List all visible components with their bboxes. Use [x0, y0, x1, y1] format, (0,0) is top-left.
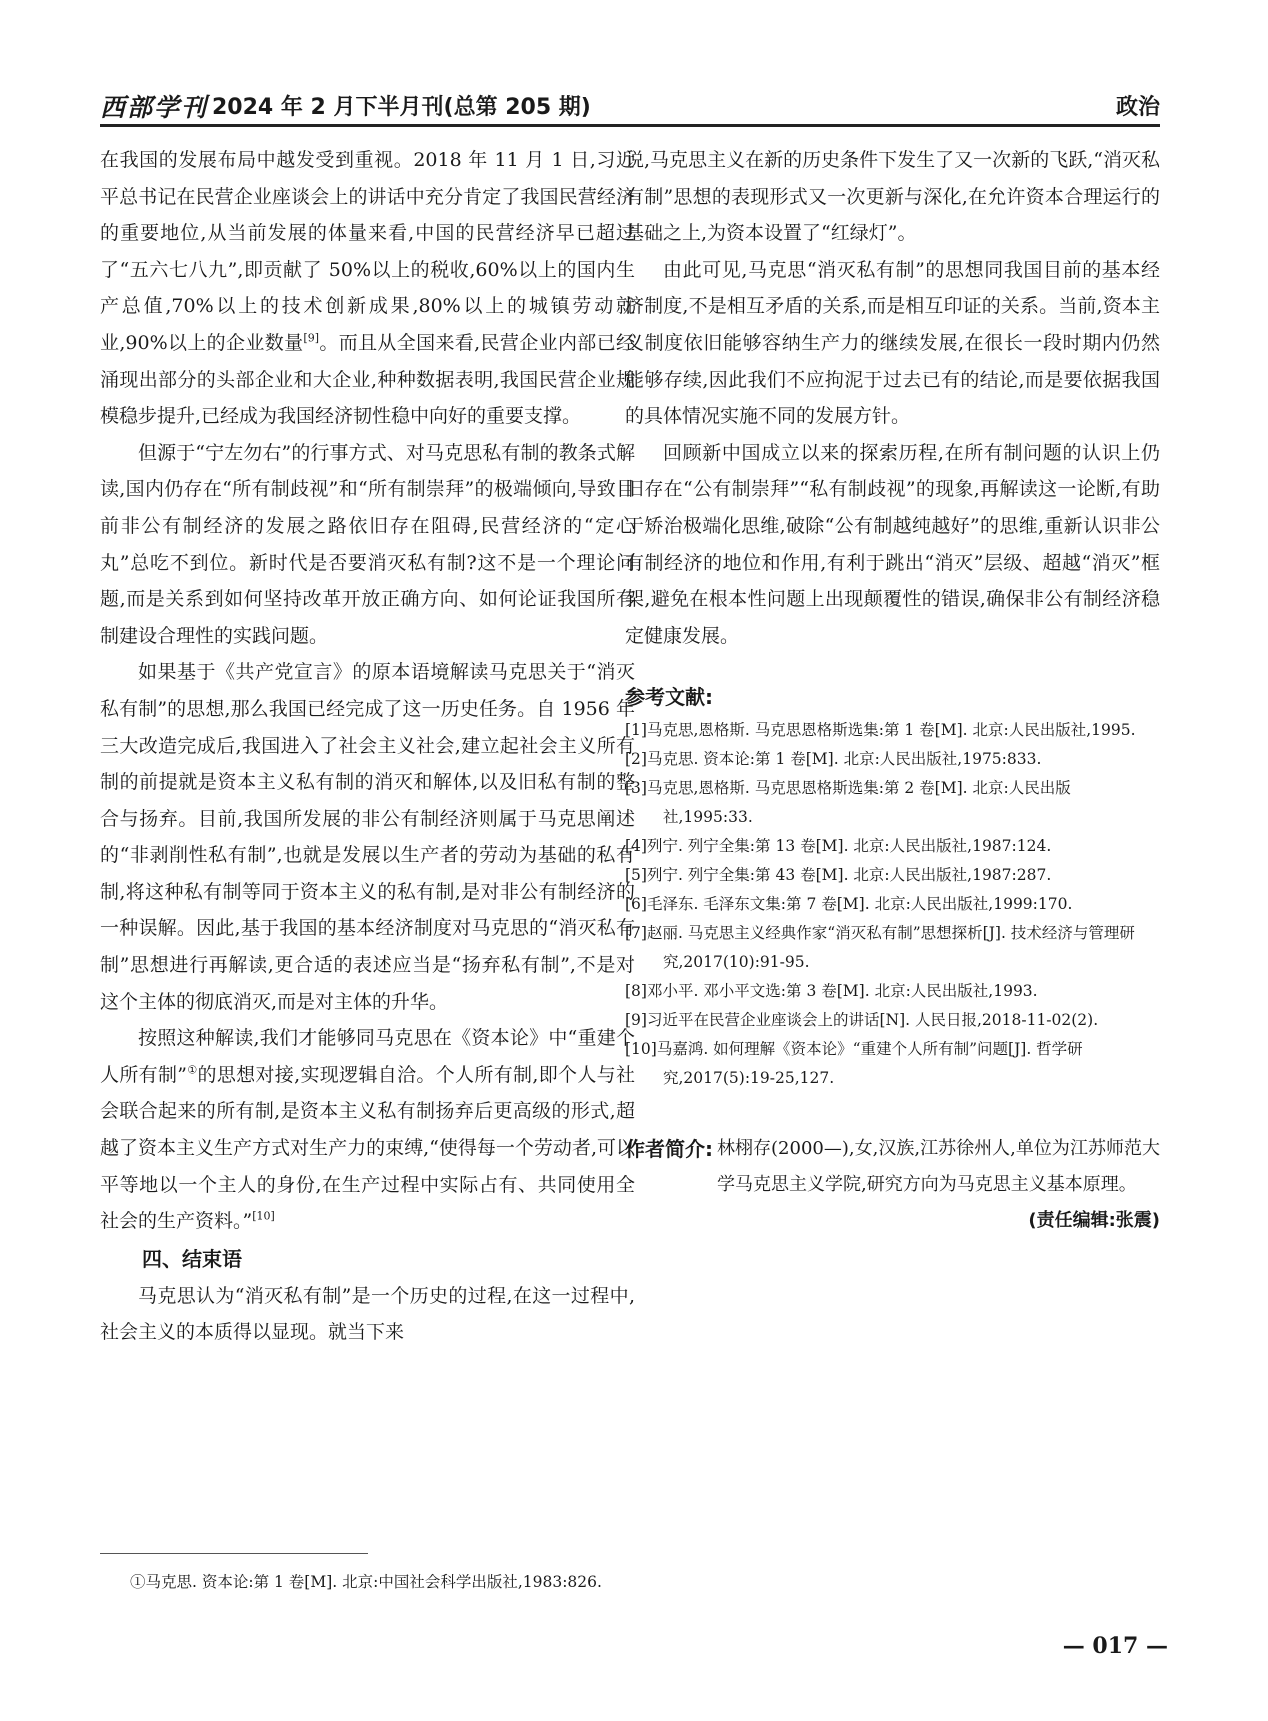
header-rule — [100, 124, 1160, 127]
paragraph: 如果基于《共产党宣言》的原本语境解读马克思关于“消灭私有制”的思想,那么我国已经完成了这一历史任务。自 1956 年三大改造完成后,我国进入了社会主义社会,建立起社会主义所有制的前提就是资本主义私有制的消灭和解体,以及旧私有制的整合与扬弃。目前,我国所发展的非公有制经济则属于马克思阐述的“非剥削性私有制”,也就是发展以生产者的劳动为基础的私有制,将这种私有制等同于资本主义的私有制,是对非公有制经济的一种误解。因此,基于我国的基本经济制度对马克思的“消灭私有制”思想进行再解读,更合适的表述应当是“扬弃私有制”,不是对这个主体的彻底消灭,而是对主体的升华。 — [100, 661, 635, 1013]
footnote-rule — [100, 1553, 368, 1554]
references-title: 参考文献: — [625, 685, 713, 710]
paragraph: 但源于“宁左勿右”的行事方式、对马克思私有制的教条式解读,国内仍存在“所有制歧视”和“所有制崇拜”的极端倾向,导致目前非公有制经济的发展之路依旧存在阻碍,民营经济的“定心丸”总吃不到位。新时代是否要消灭私有制?这不是一个理论问题,而是关系到如何坚持改革开放正确方向、如何论证我国所有制建设合理性的实践问题。 — [100, 441, 635, 647]
reference-item: [4]列宁. 列宁全集:第 13 卷[M]. 北京:人民出版社,1987:124. — [625, 837, 1052, 856]
journal-name: 西部学刊 — [100, 93, 209, 122]
paragraph: 由此可见,马克思“消灭私有制”的思想同我国目前的基本经济制度,不是相互矛盾的关系,而是相互印证的关系。当前,资本主义制度依旧能够容纳生产力的继续发展,在很长一段时期内仍然能够存续,因此我们不应拘泥于过去已有的结论,而是要依据我国的具体情况实施不同的发展方针。 — [625, 258, 1160, 428]
reference-item: [9]习近平在民营企业座谈会上的讲话[N]. 人民日报,2018-11-02(2). — [625, 1011, 1099, 1030]
author-label: 作者简介: — [625, 1137, 713, 1162]
page-number: — 017 — — [1062, 1633, 1168, 1659]
left-column — [100, 142, 635, 1351]
footnote-marker: ① — [187, 1063, 198, 1077]
paragraph: 按照这种解读,我们才能够同马克思在《资本论》中“重建个人所有制”①的思想对接,实现逻辑自洽。个人所有制,即个人与社会联合起来的所有制,是资本主义私有制扬弃后更高级的形式,超越了资本主义生产方式对生产力的束缚,“使得每一个劳动者,可以平等地以一个主人的身份,在生产过程中实际占有、共同使用全社会的生产资料。”[10] — [100, 1027, 635, 1233]
citation-9: [9] — [303, 331, 320, 345]
reference-item: [2]马克思. 资本论:第 1 卷[M]. 北京:人民出版社,1975:833. — [625, 750, 1042, 769]
reference-item: [6]毛泽东. 毛泽东文集:第 7 卷[M]. 北京:人民出版社,1999:170. — [625, 895, 1073, 914]
section-heading: 四、结束语 — [142, 1246, 242, 1271]
issue-info: 2024 年 2 月下半月刊(总第 205 期) — [212, 95, 591, 120]
responsible-editor: (责任编辑:张震) — [1028, 1210, 1160, 1232]
page-header — [100, 88, 1160, 128]
reference-item: [5]列宁. 列宁全集:第 43 卷[M]. 北京:人民出版社,1987:287. — [625, 866, 1052, 885]
author-text: 林栩存(2000—),女,汉族,江苏徐州人,单位为江苏师范大学马克思主义学院,研究方向为马克思主义基本原理。 — [717, 1138, 1160, 1196]
footnote: ①马克思. 资本论:第 1 卷[M]. 北京:中国社会科学出版社,1983:826. — [130, 1573, 602, 1591]
paragraph: 回顾新中国成立以来的探索历程,在所有制问题的认识上仍旧存在“公有制崇拜”“私有制歧视”的现象,再解读这一论断,有助于矫治极端化思维,破除“公有制越纯越好”的思维,重新认识非公有制经济的地位和作用,有利于跳出“消灭”层级、超越“消灭”框架,避免在根本性问题上出现颠覆性的错误,确保非公有制经济稳定健康发展。 — [625, 441, 1160, 647]
reference-item: [10]马嘉鸿. 如何理解《资本论》“重建个人所有制”问题[J]. 哲学研究,2017(5):19-25,127. — [625, 1040, 1083, 1088]
paragraph: 说,马克思主义在新的历史条件下发生了又一次新的飞跃,“消灭私有制”思想的表现形式又一次更新与深化,在允许资本合理运行的基础之上,为资本设置了“红绿灯”。 — [625, 149, 1160, 245]
citation-10: [10] — [252, 1209, 275, 1223]
paragraph: 在我国的发展布局中越发受到重视。2018 年 11 月 1 日,习近平总书记在民营企业座谈会上的讲话中充分肯定了我国民营经济的重要地位,从当前发展的体量来看,中国的民营经济早已超过了“五六七八九”,即贡献了 50%以上的税收,60%以上的国内生产总值,70%以上的技术创新成果,80%以上的城镇劳动就业,90%以上的企业数量[9]。而且从全国来看,民营企业内部已经涌现出部分的头部企业和大企业,种种数据表明,我国民营企业规模稳步提升,已经成为我国经济韧性稳中向好的重要支撑。 — [100, 149, 635, 428]
paragraph: 马克思认为“消灭私有制”是一个历史的过程,在这一过程中,社会主义的本质得以显现。就当下来 — [100, 1284, 635, 1344]
reference-item: [7]赵丽. 马克思主义经典作家“消灭私有制”思想探析[J]. 技术经济与管理研究,2017(10):91-95. — [625, 924, 1135, 972]
reference-item: [3]马克思,恩格斯. 马克思恩格斯选集:第 2 卷[M]. 北京:人民出版社,1995:33. — [625, 779, 1071, 827]
right-column — [625, 142, 1160, 1239]
references-list — [625, 716, 1160, 1093]
reference-item: [1]马克思,恩格斯. 马克思恩格斯选集:第 1 卷[M]. 北京:人民出版社,1995. — [625, 721, 1136, 740]
reference-item: [8]邓小平. 邓小平文选:第 3 卷[M]. 北京:人民出版社,1993. — [625, 982, 1038, 1001]
author-bio — [625, 1131, 1160, 1203]
section-label: 政治 — [1115, 95, 1160, 120]
